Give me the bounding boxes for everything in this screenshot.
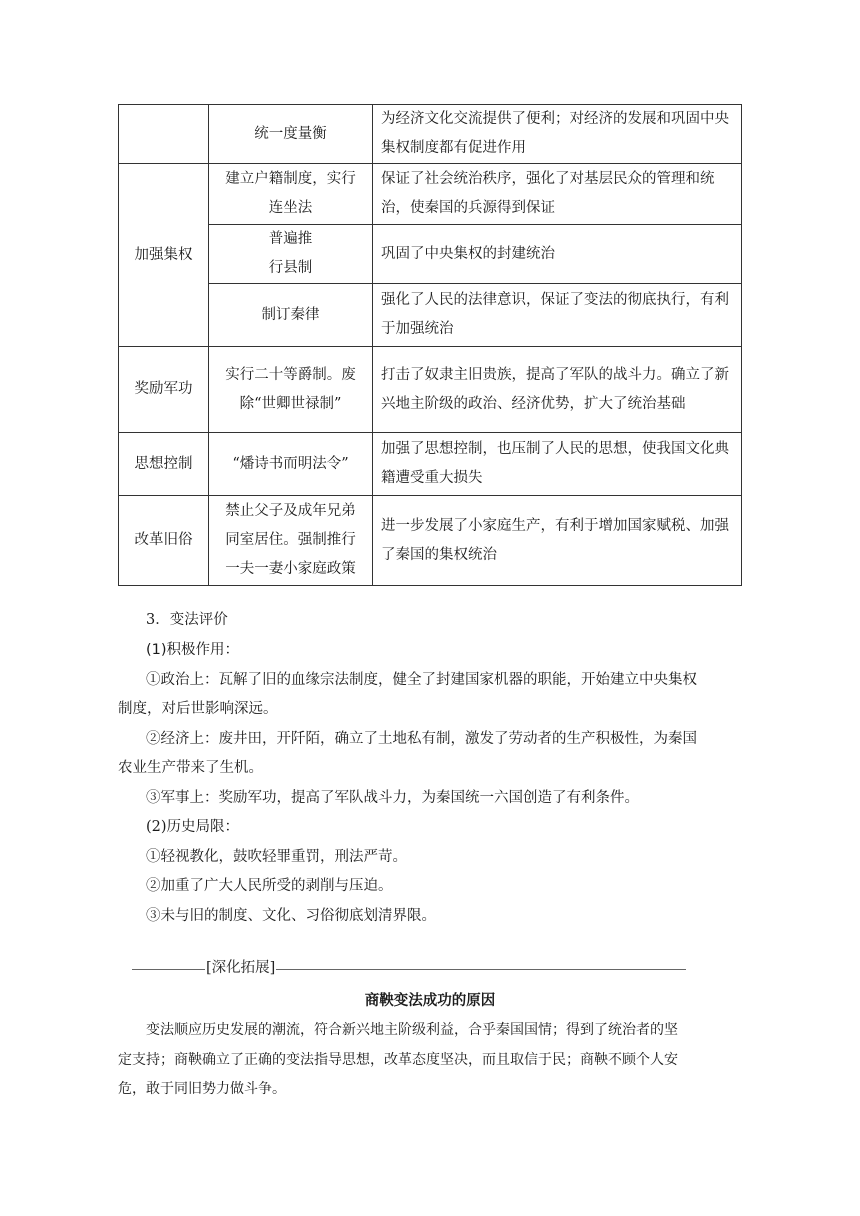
category-cell: 加强集权 <box>119 164 209 347</box>
paragraph-line: ②经济上：废井田，开阡陌，确立了土地私有制，激发了劳动者的生产积极性，为秦国 <box>146 731 697 747</box>
effect-text: 兴地主阶级的政治、经济优势，扩大了统治基础 <box>381 395 686 412</box>
measure-cell <box>209 496 373 586</box>
measure-text: 普遍推 <box>268 231 313 247</box>
measure-cell <box>209 284 373 347</box>
paragraph-line: 制度，对后世影响深远。 <box>118 701 278 717</box>
paragraph-line: ②加重了广大人民所受的剥削与压迫。 <box>146 878 393 894</box>
limits-heading: (2)历史局限： <box>146 819 240 835</box>
effect-text: 打击了奴隶主旧贵族，提高了军队的战斗力。确立了新 <box>381 366 729 383</box>
measure-cell <box>209 105 373 164</box>
measure-cell <box>209 225 373 284</box>
measure-text: 行县制 <box>268 260 313 276</box>
extension-title: 商鞅变法成功的原因 <box>364 993 496 1009</box>
effect-cell <box>373 284 742 347</box>
measure-text: 制订秦律 <box>261 306 320 323</box>
category-cell: 奖励军功 <box>119 347 209 433</box>
measure-cell <box>209 433 373 496</box>
effect-cell <box>373 347 742 433</box>
measure-cell <box>209 164 373 225</box>
paragraph-line: ①政治上：瓦解了旧的血缘宗法制度，健全了封建国家机器的职能，开始建立中央集权 <box>146 672 697 688</box>
effect-text: 保证了社会统治秩序，强化了对基层民众的管理和统 <box>381 171 715 187</box>
table-row <box>119 105 742 164</box>
measure-text: 同室居住。强制推行 <box>225 532 356 548</box>
effect-text: 于加强统治 <box>381 321 454 337</box>
section-heading: 3．变法评价 <box>146 612 228 628</box>
table-row <box>119 225 742 284</box>
measure-text: 禁止父子及成年兄弟 <box>225 503 356 519</box>
measure-text: 建立户籍制度，实行 <box>225 171 356 187</box>
table-row <box>119 433 742 496</box>
measure-text: “燔诗书而明法令” <box>232 455 349 472</box>
measure-text: 连坐法 <box>268 200 313 216</box>
positive-heading: (1)积极作用： <box>146 642 240 658</box>
category-cell: 思想控制 <box>119 433 209 496</box>
effect-text: 进一步发展了小家庭生产，有利于增加国家赋税、加强 <box>381 517 729 534</box>
paragraph-line: ③军事上：奖励军功，提高了军队战斗力，为秦国统一六国创造了有利条件。 <box>146 790 639 806</box>
paragraph-line: 变法顺应历史发展的潮流，符合新兴地主阶级利益，合乎秦国国情；得到了统治者的坚 <box>146 1022 678 1038</box>
effect-cell <box>373 433 742 496</box>
table-row <box>119 164 742 225</box>
measure-text: 统一度量衡 <box>254 125 327 142</box>
effect-cell <box>373 225 742 284</box>
measure-cell <box>209 347 373 433</box>
table-row <box>119 284 742 347</box>
effect-text: 了秦国的集权统治 <box>381 546 497 563</box>
table-row <box>119 496 742 586</box>
paragraph-line: ①轻视教化，鼓吹轻罪重罚，刑法严苛。 <box>146 849 407 865</box>
effect-cell <box>373 105 742 164</box>
reform-measures-table <box>118 104 742 586</box>
effect-text: 加强了思想控制，也压制了人民的思想，使我国文化典 <box>381 441 729 457</box>
measure-text: 实行二十等爵制。废 <box>225 366 356 383</box>
effect-cell <box>373 496 742 586</box>
category-cell <box>119 105 209 164</box>
paragraph-line: 农业生产带来了生机。 <box>118 760 263 776</box>
measure-text: 除“世卿世禄制” <box>239 395 342 412</box>
effect-text: 为经济文化交流提供了便利；对经济的发展和巩固中央 <box>381 111 729 127</box>
paragraph-line: 定支持；商鞅确立了正确的变法指导思想，改革态度坚决，而且取信于民；商鞅不顾个人安 <box>118 1052 678 1068</box>
effect-text: 巩固了中央集权的封建统治 <box>381 245 555 262</box>
effect-text: 集权制度都有促进作用 <box>381 140 526 156</box>
effect-text: 治，使秦国的兵源得到保证 <box>381 200 555 216</box>
paragraph-line: 危，敢于同旧势力做斗争。 <box>118 1081 286 1097</box>
category-cell: 改革旧俗 <box>119 496 209 586</box>
paragraph-line: ③未与旧的制度、文化、习俗彻底划清界限。 <box>146 908 436 924</box>
effect-text: 强化了人民的法律意识，保证了变法的彻底执行，有利 <box>381 292 729 308</box>
extension-label: [深化拓展] <box>206 960 276 976</box>
table-row <box>119 347 742 433</box>
effect-cell <box>373 164 742 225</box>
effect-text: 籍遭受重大损失 <box>381 470 483 486</box>
measure-text: 一夫一妻小家庭政策 <box>225 561 356 577</box>
